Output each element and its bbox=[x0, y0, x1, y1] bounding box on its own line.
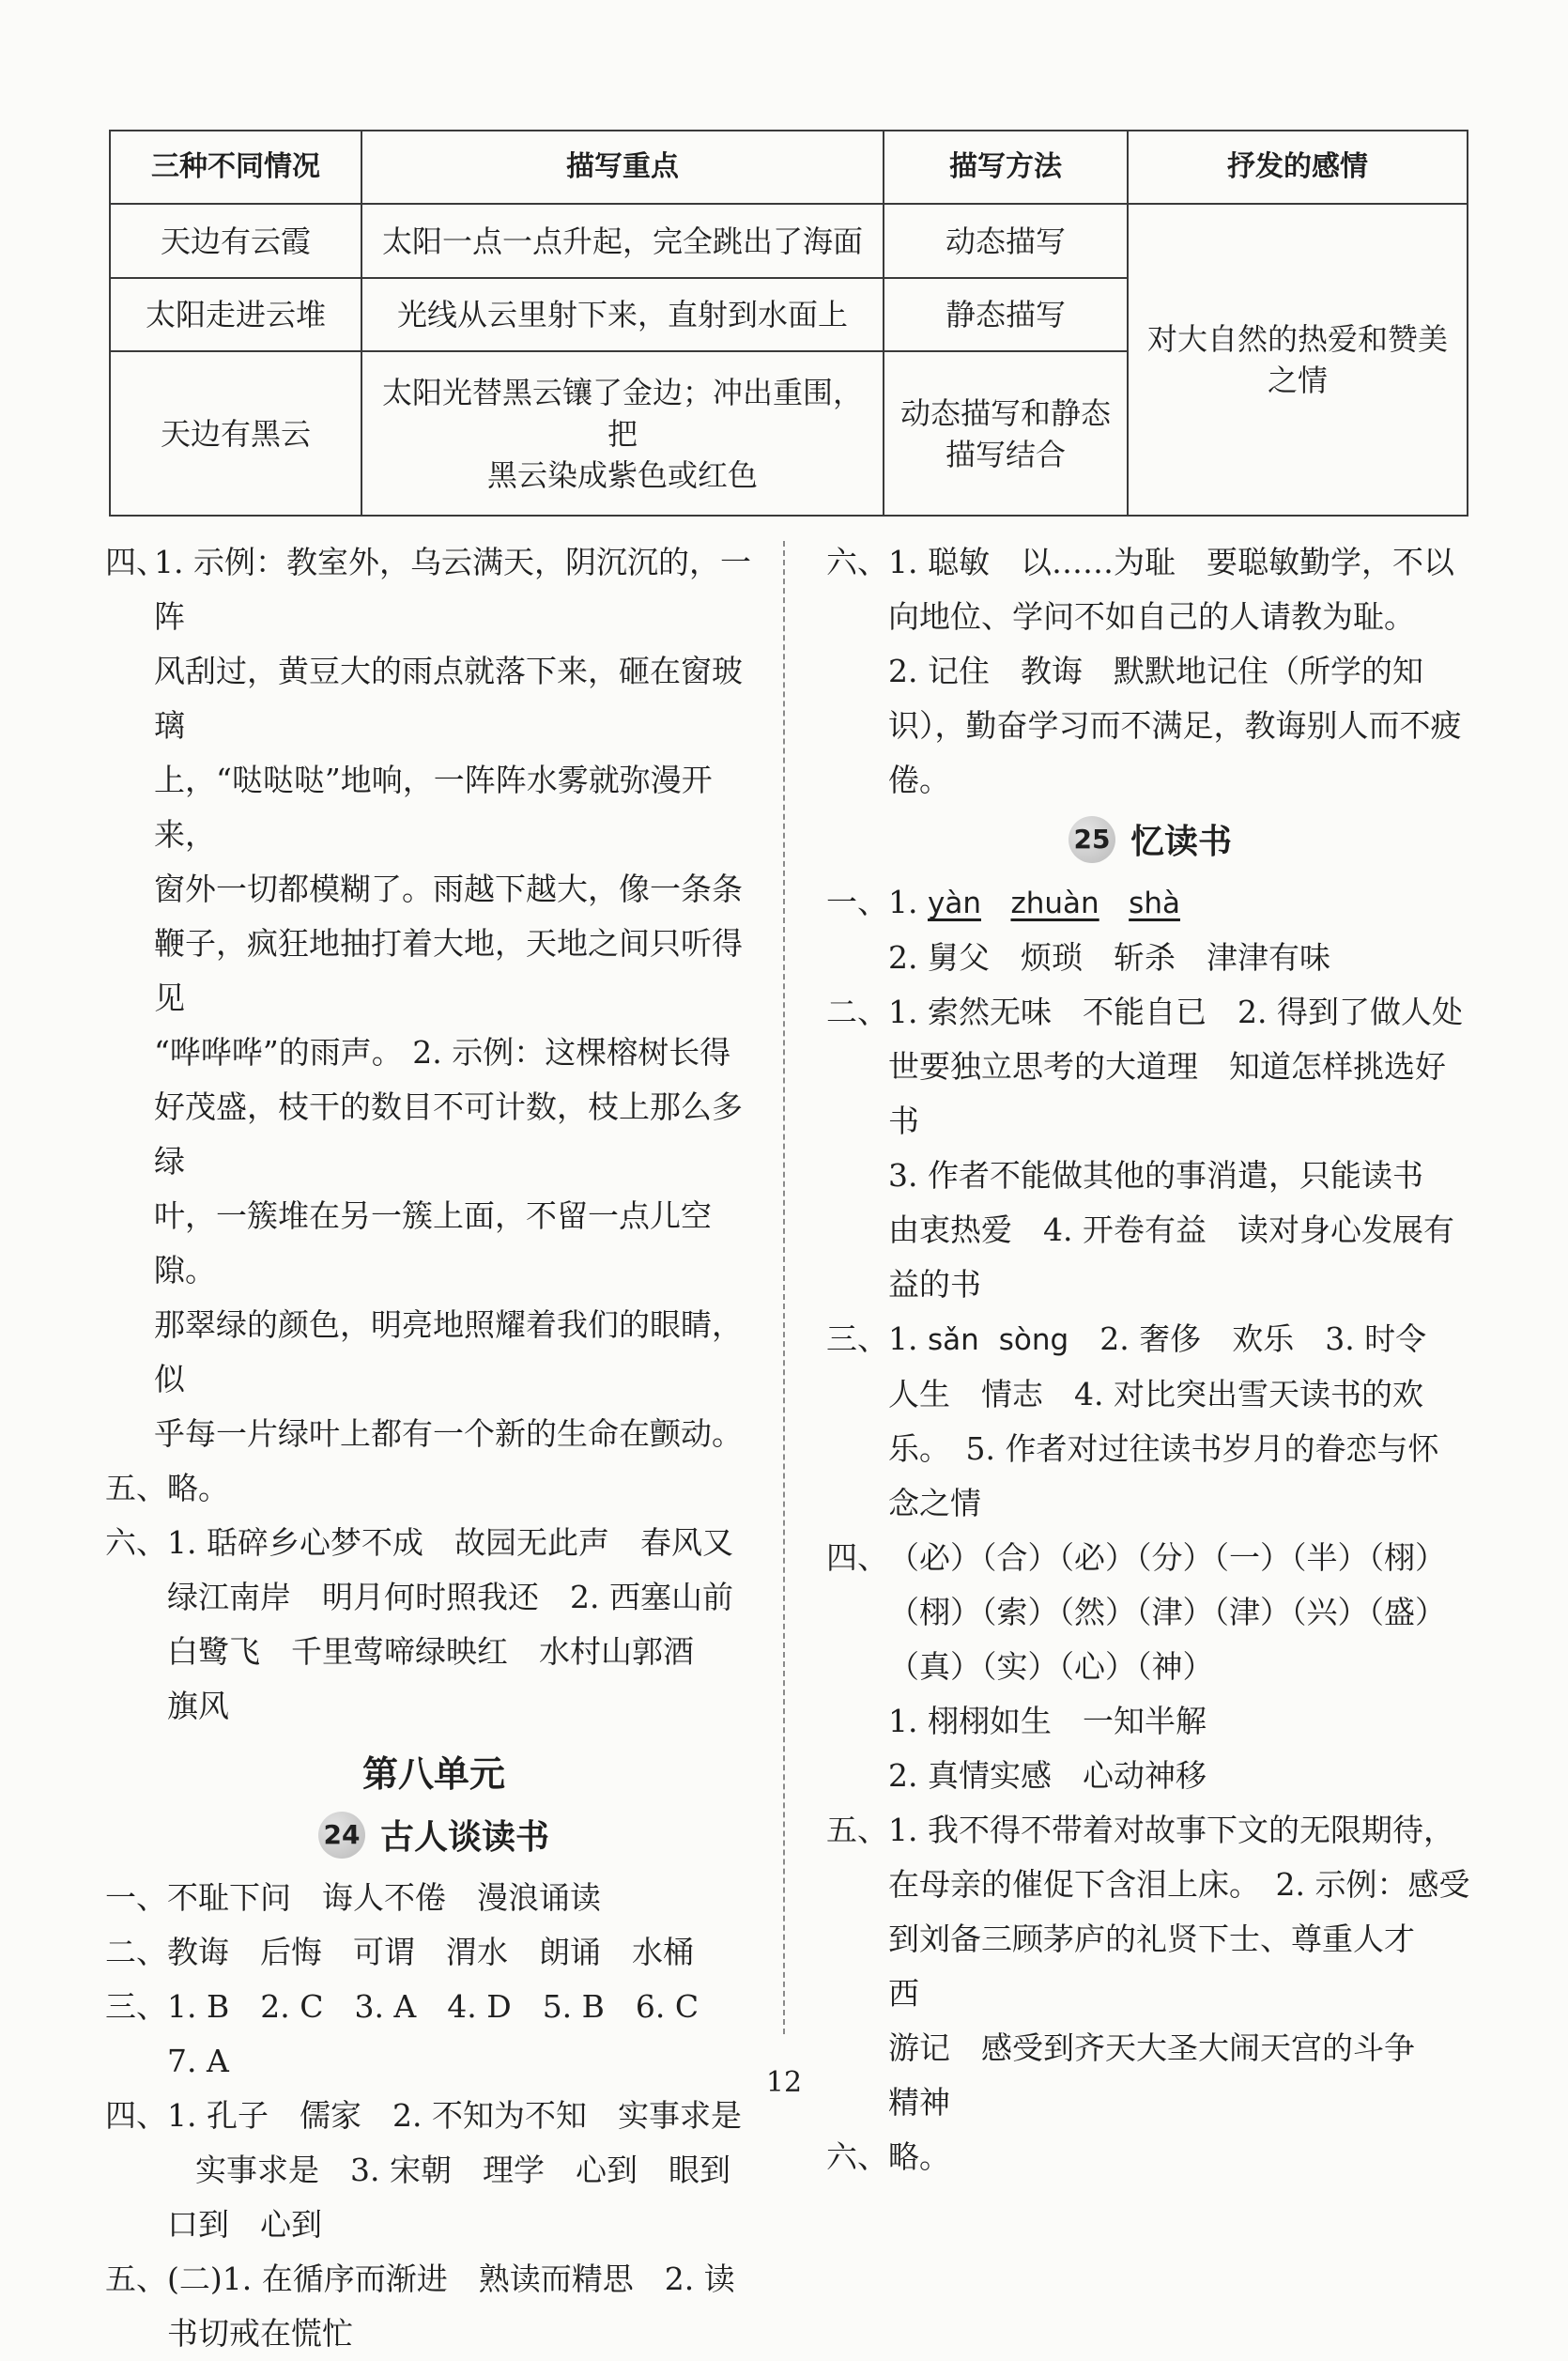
section-number: 五、 bbox=[105, 2261, 167, 2297]
answer-line: 在母亲的催促下含泪上床。 2. 示例：感受 bbox=[888, 1866, 1470, 1903]
answer-line bbox=[888, 875, 1474, 931]
table-cell-emotion bbox=[1128, 204, 1468, 516]
lesson-number-badge: 25 bbox=[1068, 816, 1115, 863]
answer-section-5 bbox=[105, 1461, 762, 1516]
answer-line: 2. 舅父 烦琐 斩杀 津津有味 bbox=[888, 939, 1330, 976]
section-number: 六、 bbox=[105, 1524, 167, 1561]
lesson-heading-25 bbox=[826, 813, 1474, 872]
answer-line: 念之情 bbox=[888, 1485, 981, 1521]
lesson-title: 古人谈读书 bbox=[379, 1818, 549, 1857]
lesson-heading-24 bbox=[105, 1809, 762, 1867]
answer-line: 向地位、学问不如自己的人请教为耻。 bbox=[888, 598, 1415, 635]
answer-line: 口到 心到 bbox=[167, 2206, 322, 2243]
answer-table bbox=[109, 130, 1468, 517]
answer-section-5 bbox=[105, 2252, 762, 2361]
method-line-2: 描写结合 bbox=[945, 436, 1066, 472]
answer-section-6 bbox=[105, 1516, 762, 1734]
answer-line: （真）（实）（心）（神） bbox=[888, 1648, 1214, 1685]
answer-line: 1. 孔子 儒家 2. 不知为不知 实事求是 bbox=[167, 2097, 742, 2134]
answer-line: 由衷热爱 4. 开卷有益 读对身心发展有 bbox=[888, 1211, 1454, 1248]
section-number: 一、 bbox=[105, 1879, 167, 1916]
answer-section-4 bbox=[105, 2089, 762, 2252]
table-header-cell: 三种不同情况 bbox=[110, 131, 361, 204]
answer-line: 教诲 后悔 可谓 渭水 朗诵 水桶 bbox=[167, 1934, 694, 1970]
answer-line: 乎每一片绿叶上都有一个新的生命在颤动。 bbox=[154, 1415, 743, 1452]
answer-line: 好茂盛，枝干的数目不可计数，枝上那么多绿 bbox=[154, 1088, 743, 1180]
pinyin-answer: shà bbox=[1129, 887, 1180, 920]
section-number: 五、 bbox=[105, 1470, 167, 1506]
answer-line: 1. 我不得不带着对故事下文的无限期待， bbox=[888, 1812, 1454, 1848]
answer-line: 实事求是 3. 宋朝 理学 心到 眼到 bbox=[195, 2152, 730, 2188]
section-number: 四、 bbox=[826, 1539, 888, 1576]
table-cell-case: 太阳走进云堆 bbox=[110, 278, 361, 351]
table-header-row bbox=[110, 131, 1468, 204]
section-number: 二、 bbox=[826, 994, 888, 1030]
pinyin-answer: sǎn bbox=[927, 1323, 979, 1357]
answer-line: 乐。 5. 作者对过往读书岁月的眷恋与怀 bbox=[888, 1430, 1439, 1467]
answer-line: (二)1. 在循序而渐进 熟读而精思 2. 读 bbox=[167, 2261, 735, 2297]
table-cell-method: 动态描写 bbox=[884, 204, 1128, 277]
section-number: 二、 bbox=[105, 1934, 167, 1970]
answer-line: 7. A bbox=[167, 2043, 229, 2079]
answer-line: 2. 真情实感 心动神移 bbox=[888, 1757, 1207, 1794]
section-number: 五、 bbox=[826, 1812, 888, 1848]
answer-section-6 bbox=[826, 535, 1474, 808]
table-cell-case: 天边有黑云 bbox=[110, 351, 361, 516]
pinyin-answer: zhuàn bbox=[1010, 887, 1099, 920]
answer-line: 1. 索然无味 不能自已 2. 得到了做人处 bbox=[888, 994, 1463, 1030]
answer-section-6 bbox=[826, 2130, 1474, 2184]
item-prefix: 1. bbox=[888, 1320, 928, 1357]
emotion-line-1: 对大自然的热爱和赞美 bbox=[1146, 321, 1448, 358]
answer-line: 1. 栩栩如生 一知半解 bbox=[888, 1703, 1207, 1739]
answer-line: 识），勤奋学习而不满足，教诲别人而不疲倦。 bbox=[888, 707, 1462, 798]
answer-line: 2. 记住 教诲 默默地记住（所学的知 bbox=[888, 653, 1423, 689]
answer-line bbox=[888, 1312, 1474, 1367]
table-cell-case: 天边有云霞 bbox=[110, 204, 361, 277]
table-header-cell: 描写方法 bbox=[884, 131, 1128, 204]
answer-line: 风刮过，黄豆大的雨点就落下来，砸在窗玻璃 bbox=[154, 653, 743, 744]
table-cell-method bbox=[884, 351, 1128, 516]
answer-line: 1. B 2. C 3. A 4. D 5. B 6. C bbox=[167, 1988, 699, 2025]
answer-line: 人生 情志 4. 对比突出雪天读书的欢 bbox=[888, 1376, 1423, 1412]
answer-line: 略。 bbox=[167, 1470, 229, 1506]
emotion-line-2: 之情 bbox=[1267, 363, 1328, 399]
method-line-1: 动态描写和静态 bbox=[899, 394, 1111, 431]
answer-section-4 bbox=[826, 1531, 1474, 1803]
section-number: 四、 bbox=[105, 544, 167, 580]
table-cell-focus: 太阳一点一点升起，完全跳出了海面 bbox=[361, 204, 884, 277]
lesson-title: 忆读书 bbox=[1130, 823, 1232, 861]
answer-line: 3. 作者不能做其他的事消遣，只能读书 bbox=[888, 1157, 1423, 1194]
section-number: 三、 bbox=[105, 1988, 167, 2025]
page-number: 12 bbox=[765, 2066, 803, 2099]
answer-line: 1. 聒碎乡心梦不成 故园无此声 春风又 bbox=[167, 1524, 733, 1561]
answer-section-1 bbox=[826, 875, 1474, 985]
pinyin-answer: sòng bbox=[998, 1323, 1069, 1357]
answer-line: 1. 聪敏 以……为耻 要聪敏勤学，不以 bbox=[888, 544, 1454, 580]
lesson-number-badge: 24 bbox=[318, 1812, 365, 1859]
table-cell-method: 静态描写 bbox=[884, 278, 1128, 351]
answer-line: 不耻下问 诲人不倦 漫浪诵读 bbox=[167, 1879, 601, 1916]
pinyin-answer: yàn bbox=[927, 887, 981, 920]
table-row bbox=[110, 204, 1468, 277]
answer-section-2 bbox=[105, 1925, 762, 1980]
table-header-cell: 抒发的感情 bbox=[1128, 131, 1468, 204]
table-header-cell: 描写重点 bbox=[361, 131, 884, 204]
answer-line: 上，“哒哒哒”地响，一阵阵水雾就弥漫开来， bbox=[154, 762, 713, 853]
answer-line: （必）（合）（必）（分）（一）（半）（栩） bbox=[888, 1539, 1446, 1576]
section-number: 六、 bbox=[826, 544, 888, 580]
section-number: 四、 bbox=[105, 2097, 167, 2134]
answer-section-4 bbox=[105, 535, 762, 1461]
answer-line: 叶，一簇堆在另一簇上面，不留一点儿空隙。 bbox=[154, 1197, 712, 1289]
answer-line: 精神 bbox=[888, 2084, 950, 2121]
table-cell-focus bbox=[361, 351, 884, 516]
answer-line: 旗风 bbox=[167, 1688, 229, 1724]
focus-line-1: 太阳光替黑云镶了金边；冲出重围，把 bbox=[381, 374, 863, 452]
answer-line: 1. 示例：教室外，乌云满天，阴沉沉的，一阵 bbox=[154, 544, 751, 635]
answer-line: 那翠绿的颜色，明亮地照耀着我们的眼睛，似 bbox=[154, 1306, 743, 1397]
table-cell-focus: 光线从云里射下来，直射到水面上 bbox=[361, 278, 884, 351]
answer-line: 鞭子，疯狂地抽打着大地，天地之间只听得见 bbox=[154, 925, 743, 1016]
item-prefix: 1. bbox=[888, 884, 928, 920]
answer-line: 世要独立思考的大道理 知道怎样挑选好书 bbox=[888, 1048, 1446, 1139]
right-column bbox=[826, 535, 1474, 2184]
answer-line: 益的书 bbox=[888, 1266, 981, 1303]
answer-line: 游记 感受到齐天大圣大闹天宫的斗争 bbox=[888, 2029, 1415, 2066]
answer-section-3 bbox=[826, 1312, 1474, 1531]
column-divider bbox=[783, 541, 785, 2034]
line-rest: 2. 奢侈 欢乐 3. 时令 bbox=[1068, 1320, 1427, 1357]
section-number: 三、 bbox=[826, 1320, 888, 1357]
answer-section-1 bbox=[105, 1871, 762, 1925]
focus-line-2: 黑云染成紫色或红色 bbox=[486, 456, 758, 493]
answer-line: 窗外一切都模糊了。雨越下越大，像一条条 bbox=[154, 871, 743, 907]
answer-line: 略。 bbox=[888, 2138, 950, 2175]
answer-line: （栩）（索）（然）（津）（津）（兴）（盛） bbox=[888, 1594, 1446, 1630]
answer-line: 书切戒在慌忙 bbox=[167, 2315, 353, 2352]
answer-line: 白鹭飞 千里莺啼绿映红 水村山郭酒 bbox=[167, 1633, 694, 1670]
answer-line: 绿江南岸 明月何时照我还 2. 西塞山前 bbox=[167, 1579, 733, 1615]
section-number: 一、 bbox=[826, 884, 888, 920]
answer-line: 到刘备三顾茅庐的礼贤下士、尊重人才 西 bbox=[888, 1921, 1446, 2012]
answer-line: “哗哗哗”的雨声。 2. 示例：这棵榕树长得 bbox=[154, 1034, 731, 1071]
answer-section-2 bbox=[826, 985, 1474, 1312]
section-number: 六、 bbox=[826, 2138, 888, 2175]
unit-title: 第八单元 bbox=[361, 1753, 505, 1795]
